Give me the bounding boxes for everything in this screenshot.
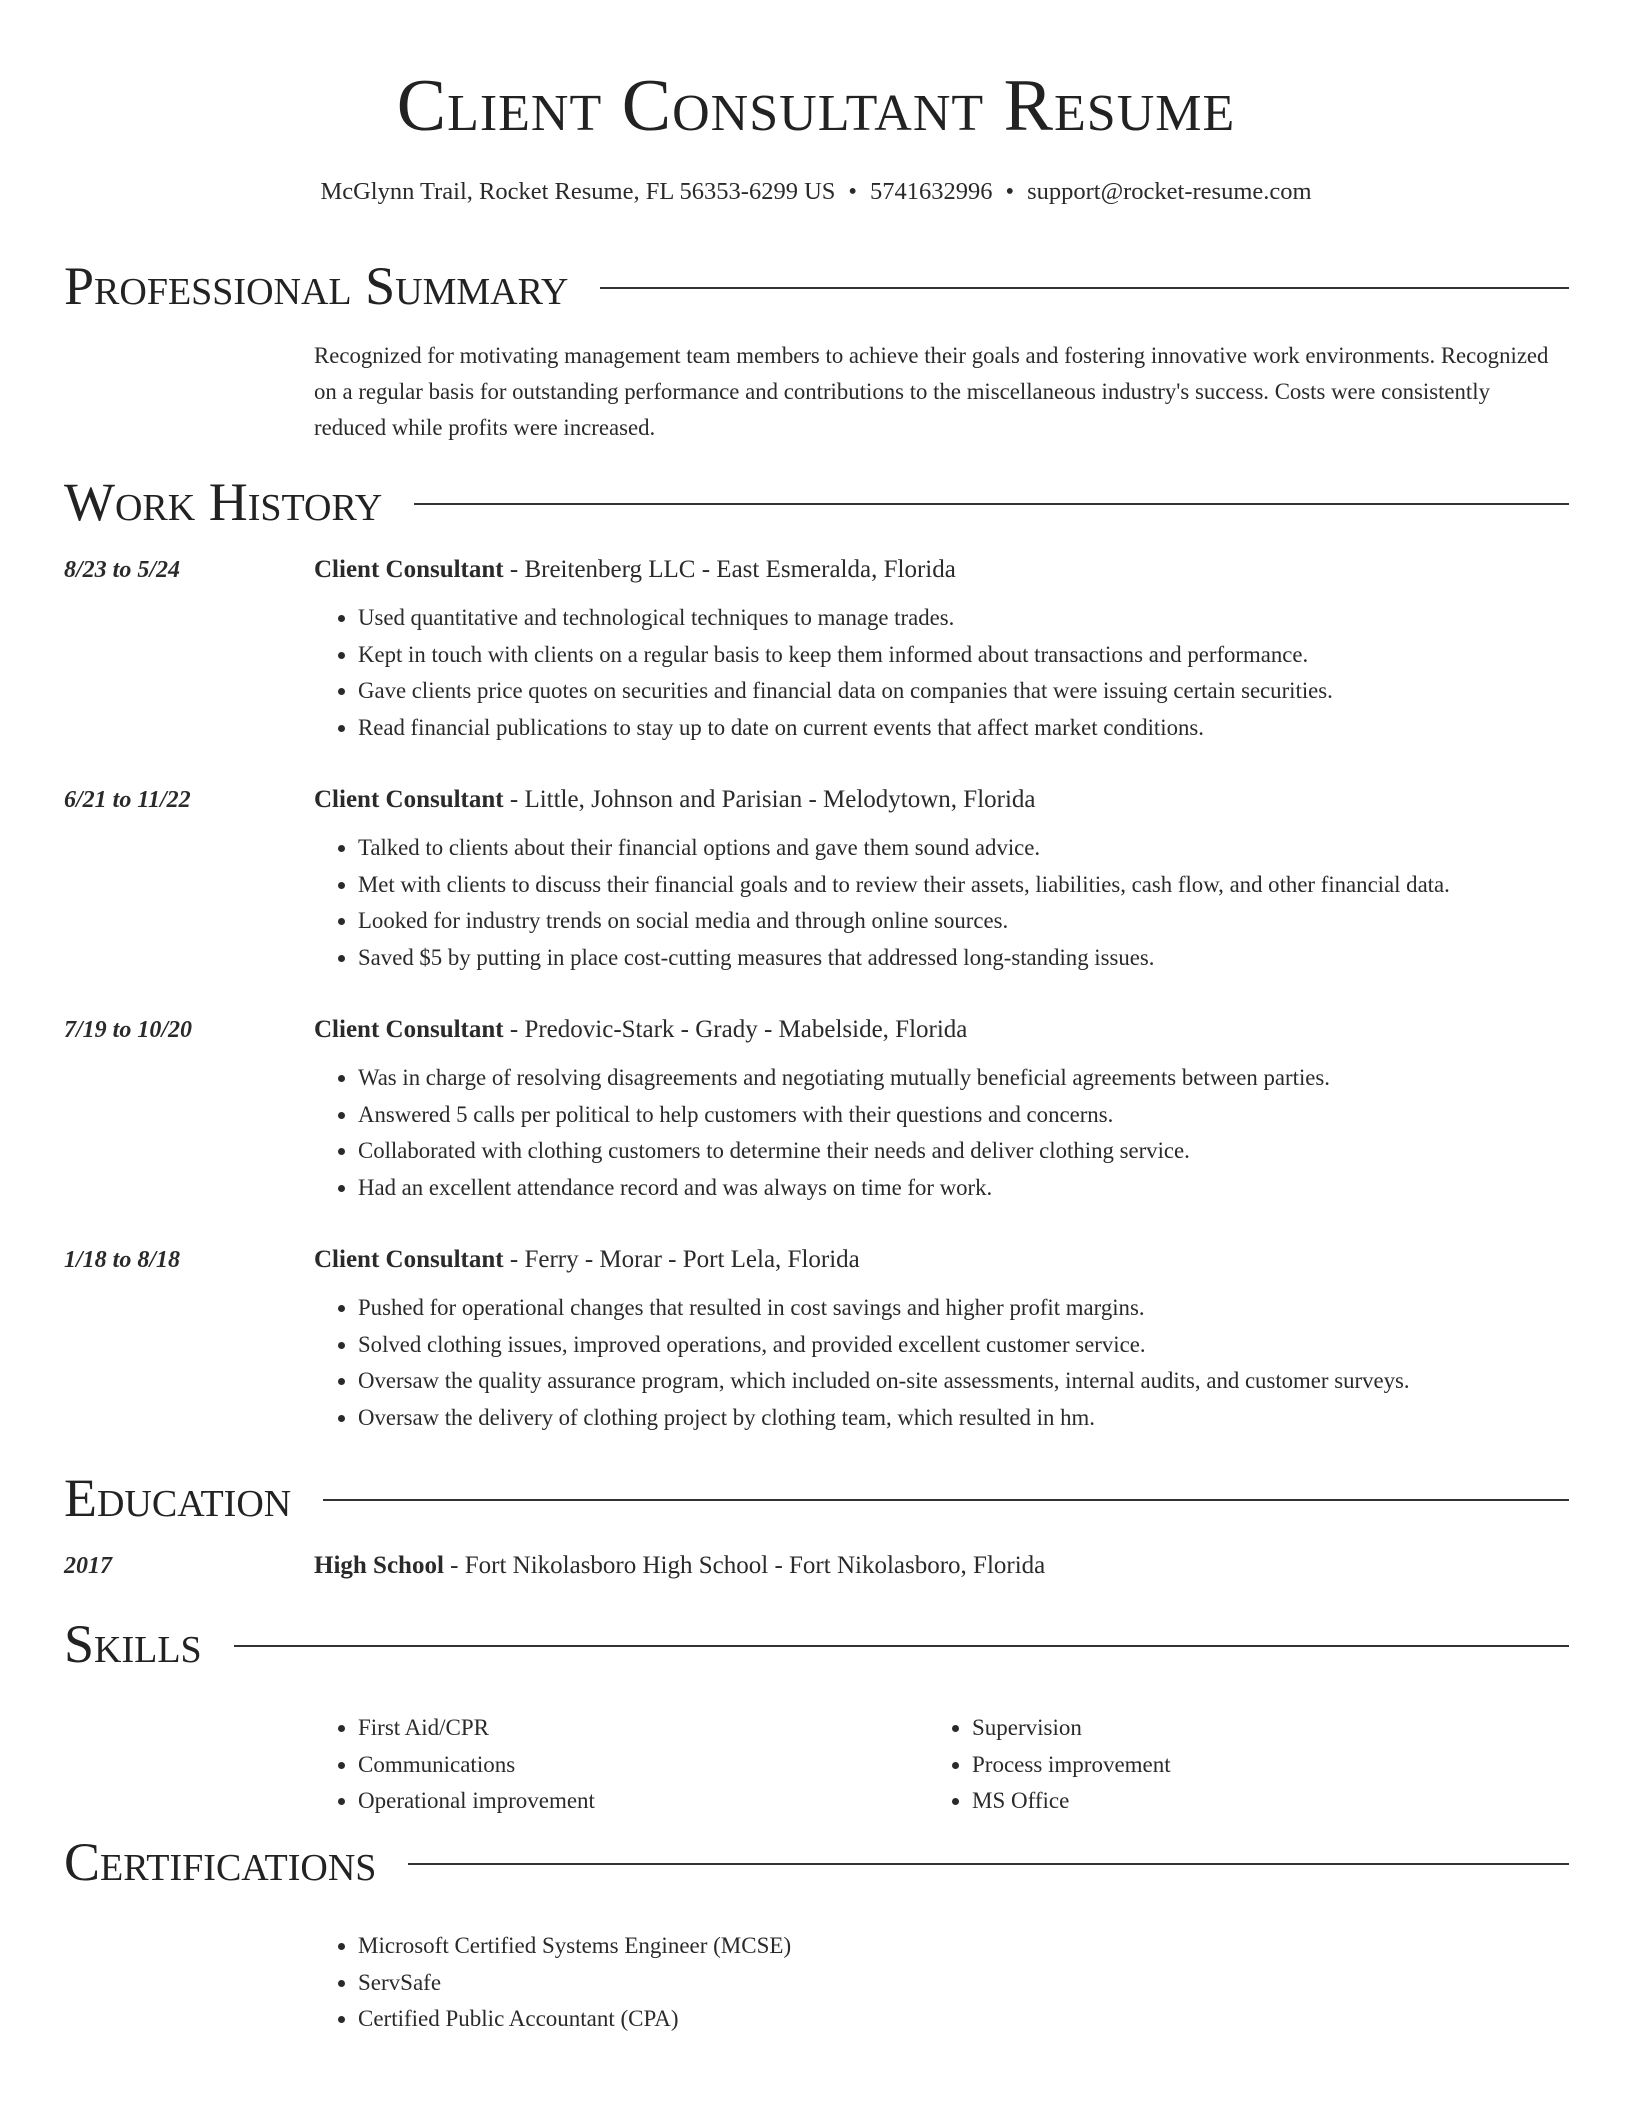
- job-employer: - Ferry - Morar - Port Lela, Florida: [503, 1246, 860, 1273]
- job-bullet: • Had an excellent attendance record and was always on time for work.: [358, 1170, 1632, 1207]
- section-divider: [414, 503, 1569, 505]
- job-title-line: [314, 782, 1574, 818]
- section-title-education: Education: [64, 1468, 292, 1528]
- skill-item: • Communications: [358, 1747, 595, 1784]
- skills-list-right: [928, 1710, 1171, 1820]
- section-header-education: [64, 1466, 1569, 1530]
- section-header-summary: [64, 254, 1569, 318]
- job-role: Client Consultant: [314, 556, 504, 583]
- section-divider: [323, 1499, 1569, 1501]
- education-school: - Fort Nikolasboro High School - Fort Nikolasboro, Florida: [443, 1552, 1046, 1579]
- job-role: Client Consultant: [314, 786, 504, 813]
- job-bullet: • Kept in touch with clients on a regular basis to keep them informed about transactions and performance.: [358, 637, 1632, 674]
- section-header-skills: [64, 1612, 1569, 1676]
- job-bullet: • Collaborated with clothing customers to determine their needs and deliver clothing service.: [358, 1133, 1632, 1170]
- skill-item: • First Aid/CPR: [358, 1710, 595, 1747]
- job-bullet: • Talked to clients about their financial options and gave them sound advice.: [358, 830, 1632, 867]
- contact-email: support@rocket-resume.com: [1027, 178, 1312, 205]
- education-year: 2017: [64, 1553, 112, 1579]
- job-bullets: [314, 1290, 1632, 1436]
- summary-text: Recognized for motivating management team members to achieve their goals and fostering innovative work environments. Recognized on a regular basis for outstanding performance and contributions to the miscellaneous industry's success. Costs were consistently reduced while profits were increased.: [314, 343, 1549, 440]
- section-title-summary: Professional Summary: [64, 256, 569, 316]
- contact-separator: •: [1005, 178, 1015, 205]
- job-dates: 6/21 to 11/22: [64, 787, 191, 813]
- contact-address: McGlynn Trail, Rocket Resume, FL 56353-6299 US: [320, 178, 836, 205]
- job-role: Client Consultant: [314, 1246, 504, 1273]
- job-bullet: • Used quantitative and technological techniques to manage trades.: [358, 600, 1632, 637]
- education-degree: High School: [314, 1552, 444, 1579]
- job-bullet: • Looked for industry trends on social media and through online sources.: [358, 903, 1632, 940]
- certification-item: • ServSafe: [358, 1965, 791, 2002]
- section-header-work-history: [64, 470, 1569, 534]
- job-bullet: • Oversaw the delivery of clothing project by clothing team, which resulted in hm.: [358, 1400, 1632, 1437]
- job-bullet: • Read financial publications to stay up to date on current events that affect market conditions.: [358, 710, 1632, 747]
- certification-item: • Microsoft Certified Systems Engineer (MCSE): [358, 1928, 791, 1965]
- contact-phone: 5741632996: [869, 178, 993, 205]
- job-bullet: • Saved $5 by putting in place cost-cutting measures that addressed long-standing issues.: [358, 940, 1632, 977]
- skill-item: • Operational improvement: [358, 1783, 595, 1820]
- section-title-skills: Skills: [64, 1614, 202, 1674]
- education-title-line: [314, 1548, 1574, 1584]
- job-bullet: • Answered 5 calls per political to help customers with their questions and concerns.: [358, 1097, 1632, 1134]
- job-employer: - Little, Johnson and Parisian - Melodytown, Florida: [503, 786, 1036, 813]
- job-bullets: [314, 830, 1632, 976]
- job-bullet: • Gave clients price quotes on securities and financial data on companies that were issuing certain securities.: [358, 673, 1632, 710]
- resume-title: Client Consultant Resume: [396, 65, 1236, 147]
- job-dates: 7/19 to 10/20: [64, 1017, 193, 1043]
- job-bullets: [314, 600, 1632, 746]
- section-title-certifications: Certifications: [64, 1832, 377, 1892]
- job-dates: 8/23 to 5/24: [64, 557, 181, 583]
- contact-line: [0, 174, 1632, 210]
- section-divider: [408, 1863, 1569, 1865]
- job-bullet: • Solved clothing issues, improved operations, and provided excellent customer service.: [358, 1327, 1632, 1364]
- section-header-certifications: [64, 1830, 1569, 1894]
- job-title-line: [314, 552, 1574, 588]
- job-title-line: [314, 1012, 1574, 1048]
- job-bullet: • Oversaw the quality assurance program, which included on-site assessments, internal audits, and customer surveys.: [358, 1363, 1632, 1400]
- section-divider: [234, 1645, 1569, 1647]
- skill-item: • MS Office: [972, 1783, 1171, 1820]
- job-employer: - Predovic-Stark - Grady - Mabelside, Florida: [503, 1016, 968, 1043]
- job-bullet: • Was in charge of resolving disagreements and negotiating mutually beneficial agreements between parties.: [358, 1060, 1632, 1097]
- skills-list-left: [314, 1710, 595, 1820]
- job-bullet: • Pushed for operational changes that resulted in cost savings and higher profit margins.: [358, 1290, 1632, 1327]
- certifications-list: [314, 1928, 791, 2038]
- skill-item: • Supervision: [972, 1710, 1171, 1747]
- contact-separator: •: [848, 178, 857, 205]
- job-title-line: [314, 1242, 1574, 1278]
- job-bullets: [314, 1060, 1632, 1206]
- skill-item: • Process improvement: [972, 1747, 1171, 1784]
- section-divider: [600, 287, 1569, 289]
- section-title-work-history: Work History: [64, 472, 383, 532]
- job-employer: - Breitenberg LLC - East Esmeralda, Florida: [503, 556, 956, 583]
- job-bullet: • Met with clients to discuss their financial goals and to review their assets, liabilities, cash flow, and other financial data.: [358, 867, 1632, 904]
- job-role: Client Consultant: [314, 1016, 504, 1043]
- certification-item: • Certified Public Accountant (CPA): [358, 2001, 791, 2038]
- job-dates: 1/18 to 8/18: [64, 1247, 181, 1273]
